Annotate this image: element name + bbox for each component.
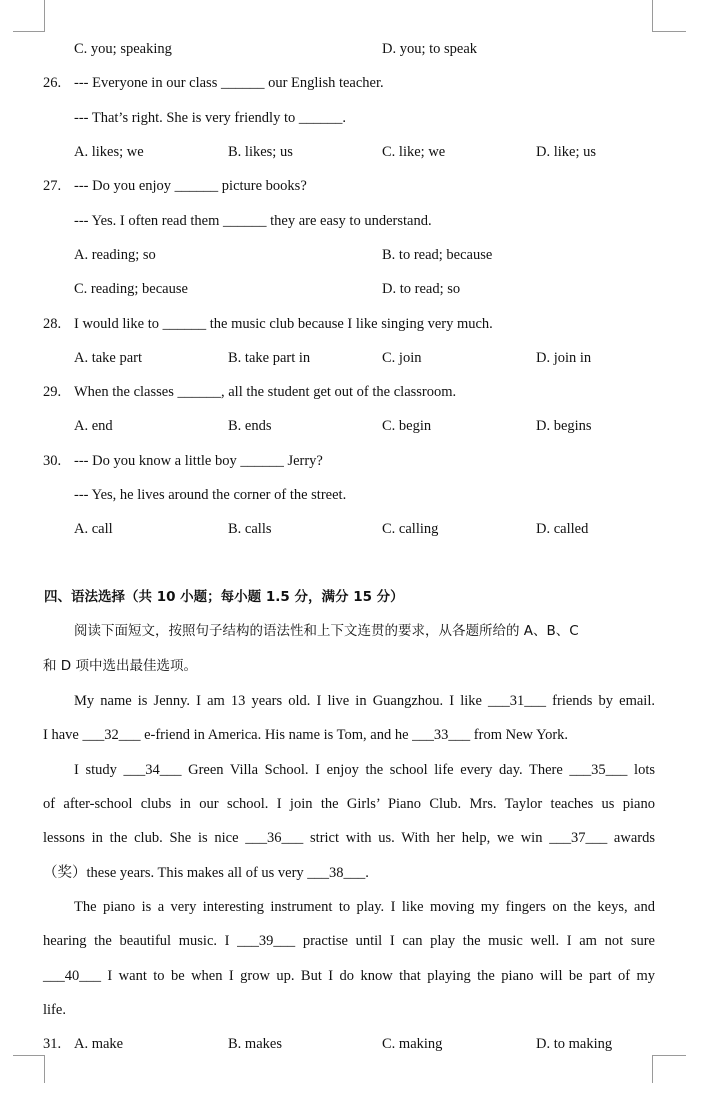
q27-line1: --- Do you enjoy ______ picture books? (74, 178, 307, 194)
q30-option-b: B. calls (228, 521, 272, 537)
q29-line1: When the classes ______, all the student get out of the classroom. (74, 384, 457, 400)
passage-line: My name is Jenny. I am 13 years old. I live in Guangzhou. I like ___31___ friends by email. (74, 693, 655, 709)
q30-line2: --- Yes, he lives around the corner of the street. (74, 487, 347, 503)
q30-number: 30. (43, 453, 62, 469)
q26-number: 26. (43, 75, 62, 91)
q29-option-b: B. ends (228, 418, 272, 434)
q27-option-b: B. to read; because (382, 247, 493, 263)
q27-option-d: D. to read; so (382, 281, 461, 297)
q26-line1: --- Everyone in our class ______ our English teacher. (74, 75, 384, 91)
section4-instruction-line2: 和 D 项中选出最佳选项。 (43, 658, 197, 674)
corner-mark-top-left (13, 0, 45, 32)
q31-number: 31. (43, 1036, 62, 1052)
q27-option-c: C. reading; because (74, 281, 188, 297)
passage-line: ___40___ I want to be when I grow up. But I do know that playing the piano will be part of my (43, 968, 655, 984)
passage-line: I study ___34___ Green Villa School. I enjoy the school life every day. There ___35___ lots (74, 762, 655, 778)
q29-option-c: C. begin (382, 418, 432, 434)
q28-option-a: A. take part (74, 350, 143, 366)
q26-option-b: B. likes; us (228, 144, 293, 160)
q25-option-d: D. you; to speak (382, 41, 478, 57)
q27-line2: --- Yes. I often read them ______ they are easy to understand. (74, 213, 432, 229)
q29-option-d: D. begins (536, 418, 592, 434)
q30-option-c: C. calling (382, 521, 439, 537)
q29-number: 29. (43, 384, 62, 400)
q28-option-c: C. join (382, 350, 422, 366)
q25-option-c: C. you; speaking (74, 41, 172, 57)
q31-option-b: B. makes (228, 1036, 282, 1052)
q27-option-a: A. reading; so (74, 247, 156, 263)
passage-line: of after-school clubs in our school. I join the Girls’ Piano Club. Mrs. Taylor teaches us piano (43, 796, 655, 812)
q31-option-c: C. making (382, 1036, 443, 1052)
q26-option-c: C. like; we (382, 144, 446, 160)
q26-option-d: D. like; us (536, 144, 597, 160)
corner-mark-bottom-left (13, 1055, 45, 1083)
q31-option-a: A. make (74, 1036, 124, 1052)
q31-option-d: D. to making (536, 1036, 613, 1052)
passage-line: hearing the beautiful music. I ___39___ practise until I can play the music well. I am not sure (43, 933, 655, 949)
corner-mark-top-right (652, 0, 686, 32)
q29-option-a: A. end (74, 418, 113, 434)
q27-number: 27. (43, 178, 62, 194)
q28-option-b: B. take part in (228, 350, 311, 366)
q30-option-a: A. call (74, 521, 113, 537)
passage-line: （奖）these years. This makes all of us very ___38___. (43, 865, 369, 881)
q26-option-a: A. likes; we (74, 144, 144, 160)
passage-line: I have ___32___ e-friend in America. His name is Tom, and he ___33___ from New York. (43, 727, 569, 743)
section4-instruction-line1: 阅读下面短文，按照句子结构的语法性和上下文连贯的要求，从各题所给的 A、B、C (74, 623, 579, 639)
q30-option-d: D. called (536, 521, 589, 537)
passage-line: The piano is a very interesting instrument to play. I like moving my fingers on the keys, and (74, 899, 655, 915)
q28-option-d: D. join in (536, 350, 592, 366)
passage-line: lessons in the club. She is nice ___36___ strict with us. With her help, we win ___37___ awards (43, 830, 655, 846)
q28-line1: I would like to ______ the music club because I like singing very much. (74, 316, 493, 332)
corner-mark-bottom-right (652, 1055, 686, 1083)
q30-line1: --- Do you know a little boy ______ Jerry? (74, 453, 323, 469)
q26-line2: --- That’s right. She is very friendly to ______. (74, 110, 346, 126)
passage-line: life. (43, 1002, 66, 1018)
q28-number: 28. (43, 316, 62, 332)
section4-heading: 四、语法选择（共 10 小题；每小题 1.5 分，满分 15 分） (44, 589, 404, 605)
